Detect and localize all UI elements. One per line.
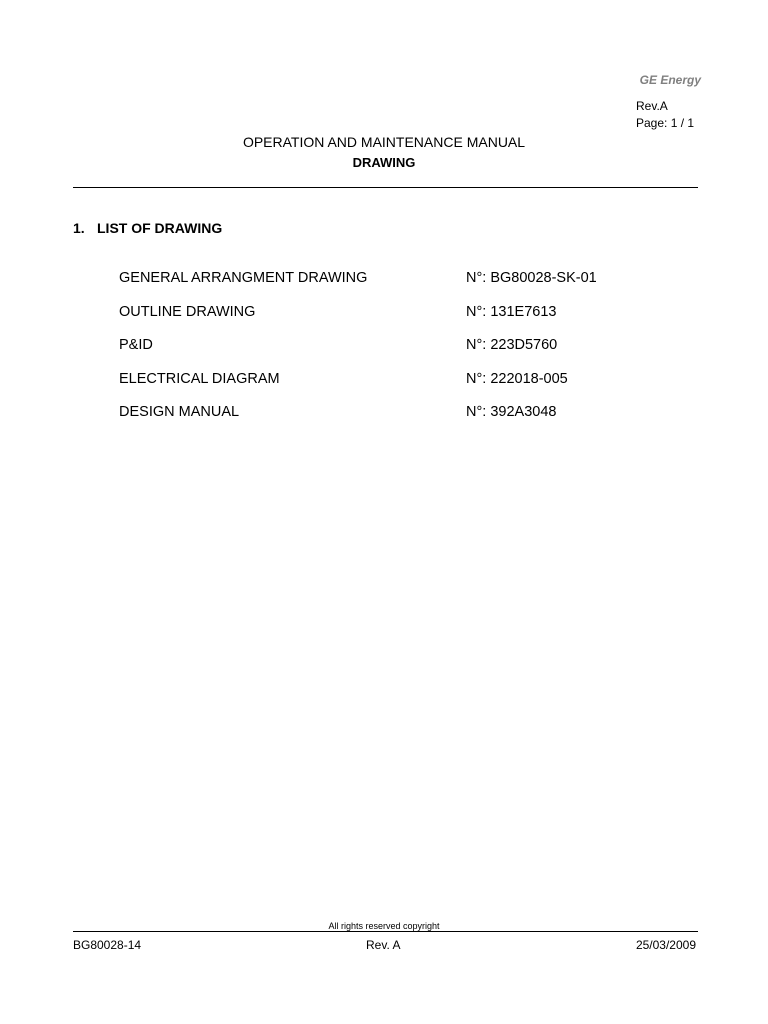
- company-name: GE Energy: [639, 73, 701, 87]
- drawing-number: N°: 131E7613: [466, 303, 557, 320]
- drawing-number: N°: BG80028-SK-01: [466, 270, 597, 286]
- drawing-name: OUTLINE DRAWING: [119, 303, 256, 320]
- drawing-list: [119, 270, 639, 438]
- footer-divider: [73, 931, 698, 932]
- drawing-name: DESIGN MANUAL: [119, 404, 240, 420]
- document-subtitle: DRAWING: [352, 155, 416, 170]
- drawing-row: [119, 304, 639, 338]
- header-divider: [73, 187, 698, 188]
- drawing-row: [119, 270, 639, 304]
- section-title: LIST OF DRAWING: [97, 220, 223, 236]
- document-title: OPERATION AND MAINTENANCE MANUAL: [242, 134, 526, 150]
- section-number: 1.: [73, 220, 85, 236]
- footer-revision: Rev. A: [366, 938, 401, 952]
- footer-date: 25/03/2009: [635, 938, 696, 952]
- drawing-row: [119, 337, 639, 371]
- drawing-row: [119, 371, 639, 405]
- drawing-number: N°: 222018-005: [466, 370, 568, 387]
- drawing-name: P&ID: [119, 337, 153, 353]
- footer-document-number: BG80028-14: [73, 938, 142, 952]
- section-heading: [73, 220, 222, 236]
- drawing-row: [119, 404, 639, 438]
- revision-label: Rev.A: [636, 99, 668, 113]
- page-number: Page: 1 / 1: [636, 116, 695, 130]
- drawing-number: N°: 392A3048: [466, 404, 557, 420]
- drawing-name: ELECTRICAL DIAGRAM: [119, 370, 280, 387]
- drawing-number: N°: 223D5760: [466, 337, 558, 353]
- drawing-name: GENERAL ARRANGMENT DRAWING: [119, 270, 368, 286]
- footer-copyright: All rights reserved copyright: [328, 921, 440, 931]
